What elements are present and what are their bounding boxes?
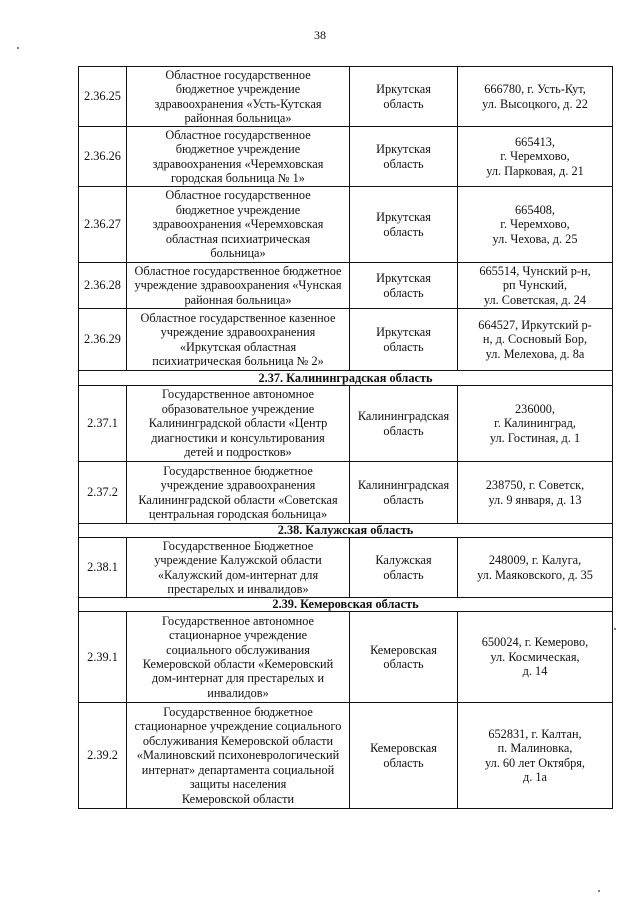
institution-name-line: учреждение здравоохранения xyxy=(160,478,316,493)
institution-name-line: психиатрическая больница № 2» xyxy=(152,353,324,368)
region-cell xyxy=(350,67,458,127)
address-line: 664527, Иркутский р- xyxy=(478,317,592,332)
address-cell xyxy=(458,127,613,187)
region-line: область xyxy=(383,156,424,171)
region-line: область xyxy=(383,285,424,300)
institution-name-line: бюджетное учреждение xyxy=(175,82,301,97)
institution-name-line: Кемеровской области «Кемеровский xyxy=(142,657,334,671)
table-row xyxy=(79,462,613,524)
institution-name-line: Областное государственное xyxy=(165,67,311,82)
table-row xyxy=(79,612,613,703)
institution-name-cell xyxy=(127,127,350,187)
region-line: Калужская xyxy=(375,553,432,568)
institution-name-line: здравоохранения «Черемховская xyxy=(152,156,324,171)
address-cell xyxy=(458,263,613,309)
row-number: 2.36.28 xyxy=(79,263,127,309)
institution-name-line: бюджетное учреждение xyxy=(175,202,301,217)
region-line: Калининградская xyxy=(357,409,450,424)
institution-name-line: здравоохранения «Черемховская xyxy=(152,217,324,232)
region-line: область xyxy=(383,224,424,239)
region-line: Иркутская xyxy=(376,325,431,340)
row-number: 2.38.1 xyxy=(79,538,127,598)
address-line: ул. Гостиная, д. 1 xyxy=(489,430,581,445)
region-line: Иркутская xyxy=(376,271,431,286)
region-cell xyxy=(350,612,458,703)
address-line: ул. 9 января, д. 13 xyxy=(488,492,582,507)
region-cell xyxy=(350,538,458,598)
region-line: Иркутская xyxy=(376,142,431,157)
institution-name-line: Государственное бюджетное xyxy=(163,705,313,720)
institution-name-line: районная больница» xyxy=(184,110,292,125)
page-number: 38 xyxy=(314,28,326,42)
address-line: 666780, г. Усть-Кут, xyxy=(484,82,586,97)
institution-name-cell xyxy=(127,263,350,309)
address-line: 236000, xyxy=(515,401,555,416)
institution-name-line: бюджетное учреждение xyxy=(175,142,301,157)
address-line: г. Черемхово, xyxy=(500,149,570,164)
institution-name-line: центральная городская больница» xyxy=(148,506,328,521)
region-cell xyxy=(350,386,458,462)
institution-name-line: Калининградской области «Центр xyxy=(148,416,328,431)
institution-name-line: обслуживания Кемеровской области xyxy=(142,733,334,748)
institution-name-line: престарелых и инвалидов» xyxy=(167,581,309,596)
institution-name-line: дом-интернат для престарелых и xyxy=(151,671,325,686)
address-line: ул. Высоцкого, д. 22 xyxy=(482,96,588,111)
institution-name-line: Областное государственное казенное xyxy=(140,310,336,325)
address-line: рп Чунский, xyxy=(502,278,568,293)
region-line: область xyxy=(383,567,424,582)
institution-name-line: учреждение Калужской области xyxy=(154,553,322,568)
scan-speck xyxy=(598,890,600,892)
institution-name-cell xyxy=(127,309,350,371)
region-cell xyxy=(350,127,458,187)
institution-name-cell xyxy=(127,386,350,462)
region-line: Кемеровская xyxy=(370,642,437,657)
institution-name-line: инвалидов» xyxy=(207,685,269,700)
section-header-row xyxy=(79,598,613,612)
table-row xyxy=(79,263,613,309)
institution-name-line: интернат» департамента социальной xyxy=(141,762,335,777)
institution-name-line: здравоохранения «Усть-Кутская xyxy=(154,96,322,111)
address-line: 665514, Чунский р-н, xyxy=(479,263,591,278)
institution-name-cell xyxy=(127,462,350,524)
institution-name-line: диагностики и консультирования xyxy=(151,430,325,445)
institution-name-line: учреждение здравоохранения «Чунская xyxy=(134,278,342,293)
address-line: д. 1а xyxy=(522,769,547,784)
institution-name-cell xyxy=(127,612,350,703)
row-number: 2.39.2 xyxy=(79,703,127,809)
address-cell xyxy=(458,462,613,524)
table-row xyxy=(79,127,613,187)
table-row xyxy=(79,703,613,809)
institution-name-line: социального обслуживания xyxy=(166,642,310,657)
table-row xyxy=(79,309,613,371)
region-line: Кемеровская xyxy=(370,741,437,756)
section-header-row xyxy=(79,371,613,386)
institution-name-cell xyxy=(127,703,350,809)
address-line: ул. 60 лет Октября, xyxy=(484,755,585,770)
institution-name-line: Калининградской области «Советская xyxy=(138,492,338,507)
address-line: 650024, г. Кемерово, xyxy=(481,635,589,650)
address-cell xyxy=(458,386,613,462)
scan-speck xyxy=(17,47,19,49)
table-row xyxy=(79,386,613,462)
section-title: 2.38. Калужская область xyxy=(79,524,613,538)
section-title: 2.37. Калининградская область xyxy=(79,371,613,386)
address-line: ул. Чехова, д. 25 xyxy=(492,231,578,246)
address-line: г. Калининград, xyxy=(494,416,576,431)
region-cell xyxy=(350,309,458,371)
institution-name-line: городская больница № 1» xyxy=(171,170,305,185)
row-number: 2.36.29 xyxy=(79,309,127,371)
address-line: ул. Мелехова, д. 8а xyxy=(485,346,585,361)
institution-name-line: Государственное автономное xyxy=(162,387,314,402)
section-title: 2.39. Кемеровская область xyxy=(79,598,613,612)
institution-name-line: детей и подростков» xyxy=(184,445,292,460)
region-line: Калининградская xyxy=(357,478,450,493)
institution-name-cell xyxy=(127,67,350,127)
region-line: область xyxy=(383,755,424,770)
address-line: 248009, г. Калуга, xyxy=(488,553,582,568)
address-line: ул. Парковая, д. 21 xyxy=(486,163,584,178)
institution-name-line: «Малиновский психоневрологический xyxy=(136,748,340,763)
address-line: 665413, xyxy=(515,134,555,149)
region-line: область xyxy=(383,657,424,671)
institution-name-line: Областное государственное xyxy=(165,127,311,142)
region-line: область xyxy=(383,96,424,111)
institution-name-line: Государственное бюджетное xyxy=(163,463,313,478)
scan-speck xyxy=(614,628,616,630)
address-cell xyxy=(458,538,613,598)
address-line: ул. Советская, д. 24 xyxy=(483,292,587,307)
row-number: 2.36.26 xyxy=(79,127,127,187)
institution-name-line: Областное государственное xyxy=(165,188,311,203)
row-number: 2.36.25 xyxy=(79,67,127,127)
institution-name-line: Государственное автономное xyxy=(162,613,314,628)
region-cell xyxy=(350,703,458,809)
institutions-table xyxy=(78,66,613,809)
address-line: 652831, г. Калтан, xyxy=(488,726,582,741)
address-line: п. Малиновка, xyxy=(497,741,573,756)
institution-name-cell xyxy=(127,187,350,263)
row-number: 2.37.1 xyxy=(79,386,127,462)
address-line: 665408, xyxy=(515,202,555,217)
row-number: 2.37.2 xyxy=(79,462,127,524)
institution-name-line: «Калужский дом-интернат для xyxy=(157,567,319,582)
region-line: область xyxy=(383,423,424,438)
table-row xyxy=(79,187,613,263)
address-cell xyxy=(458,187,613,263)
institution-name-line: больница» xyxy=(210,246,266,261)
address-line: н, д. Сосновый Бор, xyxy=(482,332,588,347)
institution-name-line: защиты населения xyxy=(189,777,287,792)
institution-name-line: Государственное Бюджетное xyxy=(162,538,314,553)
section-header-row xyxy=(79,524,613,538)
table-row xyxy=(79,538,613,598)
institution-name-line: учреждение здравоохранения xyxy=(160,325,316,340)
row-number: 2.36.27 xyxy=(79,187,127,263)
address-line: г. Черемхово, xyxy=(500,217,570,232)
address-cell xyxy=(458,309,613,371)
address-line: ул. Космическая, xyxy=(490,649,580,664)
institution-name-line: районная больница» xyxy=(184,292,292,307)
address-cell xyxy=(458,703,613,809)
address-cell xyxy=(458,67,613,127)
region-line: область xyxy=(383,339,424,354)
institution-name-line: стационарное учреждение xyxy=(168,628,308,643)
region-cell xyxy=(350,187,458,263)
address-line: д. 14 xyxy=(522,664,548,679)
row-number: 2.39.1 xyxy=(79,612,127,703)
institution-name-cell xyxy=(127,538,350,598)
institution-name-line: «Иркутская областная xyxy=(179,339,297,354)
table-row xyxy=(79,67,613,127)
region-line: Иркутская xyxy=(376,210,431,225)
institution-name-line: стационарное учреждение социального xyxy=(134,719,342,734)
institution-name-line: образовательное учреждение xyxy=(161,401,315,416)
region-cell xyxy=(350,263,458,309)
address-line: 238750, г. Советск, xyxy=(485,478,585,493)
institution-name-line: областная психиатрическая xyxy=(165,231,311,246)
address-cell xyxy=(458,612,613,703)
region-line: Иркутская xyxy=(376,82,431,97)
institution-name-line: Кемеровской области xyxy=(181,791,295,806)
region-cell xyxy=(350,462,458,524)
address-line: ул. Маяковского, д. 35 xyxy=(477,567,593,582)
institution-name-line: Областное государственное бюджетное xyxy=(134,263,342,278)
region-line: область xyxy=(383,492,424,507)
